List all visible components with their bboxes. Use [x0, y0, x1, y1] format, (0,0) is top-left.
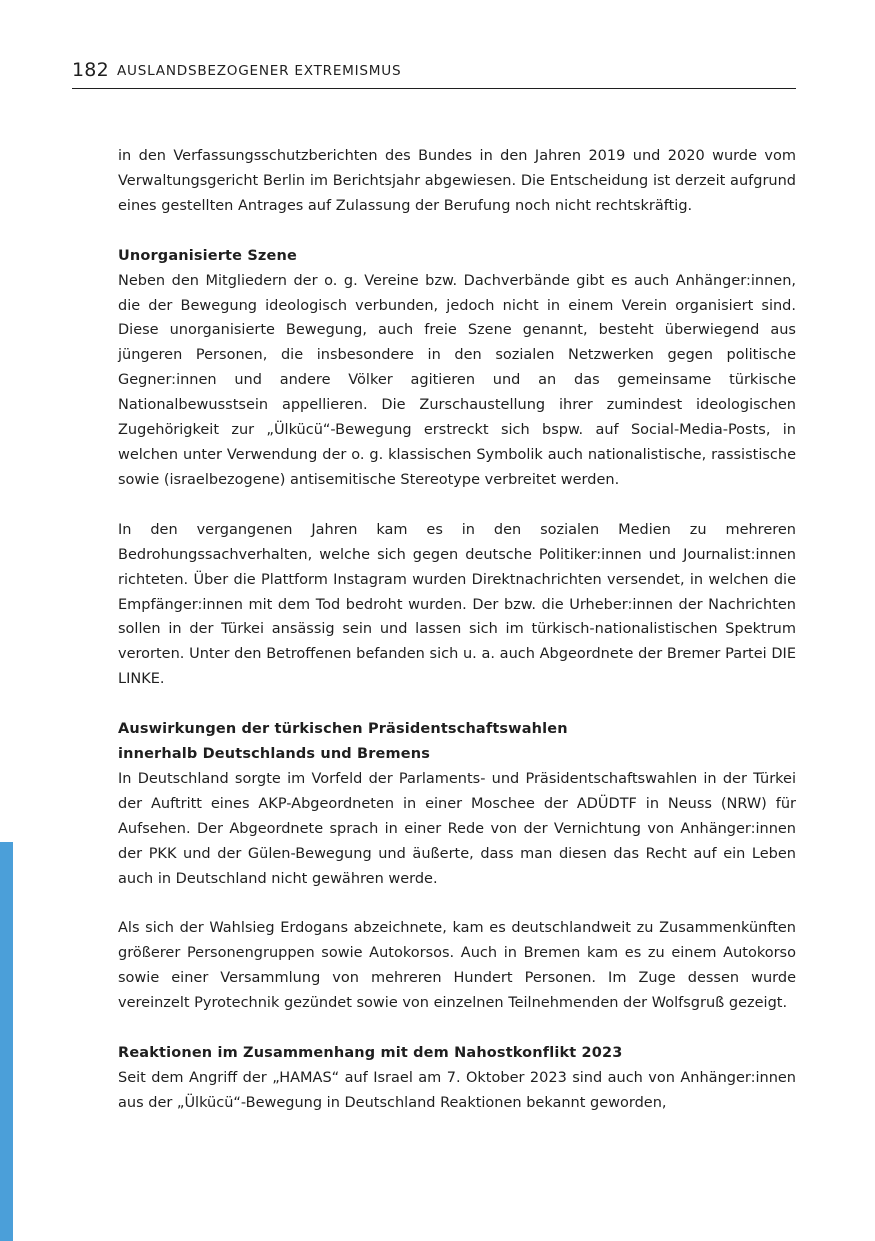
paragraph-middle-east-conflict: Seit dem Angriff der „HAMAS“ auf Israel am 7. Oktober 2023 sind auch von Anhänger:innen aus der „Ülkücü“-Bewegung in Deutschland Reaktionen bekannt geworden, [118, 1070, 796, 1111]
page-number: 182 [72, 59, 109, 81]
paragraph-continuation: in den Verfassungsschutzberichten des Bundes in den Jahren 2019 und 2020 wurde vom Verwaltungsgericht Berlin im Berichtsjahr abgewiesen. Die Entscheidung ist derzeit aufgrund eines gestellten Antrages auf Zulassung der Berufung noch nicht rechtskräftig. [118, 148, 796, 214]
paragraph-threats: In den vergangenen Jahren kam es in den sozialen Medien zu mehreren Bedrohungssachverhalten, welche sich gegen deutsche Politiker:innen und Journalist:innen richteten. Über die Plattform Instagram wurden Direktnachrichten versendet, in welchen die Empfänger:innen mit dem Tod bedroht wurden. Der bzw. die Urheber:innen der Nachrichten sollen in der Türkei ansässig sein und lassen sich im türkisch-nationalistischen Spektrum verorten. Unter den Betroffenen befanden sich u. a. auch Abgeordnete der Bremer Partei DIE LINKE. [118, 521, 796, 688]
heading-election-effects-line2: innerhalb Deutschlands und Bremens [118, 746, 431, 763]
heading-middle-east-conflict: Reaktionen im Zusammenhang mit dem Nahostkonflikt 2023 [118, 1045, 623, 1062]
heading-unorganized-scene: Unorganisierte Szene [118, 247, 297, 264]
paragraph-election-germany: In Deutschland sorgte im Vorfeld der Parlaments- und Präsidentschaftswahlen in der Türkei der Auftritt eines AKP-Abgeordneten in einer Moschee der ADÜDTF in Neuss (NRW) für Aufsehen. Der Abgeordnete sprach in einer Rede von der Vernichtung von Anhänger:innen der PKK und der Gülen-Bewegung und äußerte, dass man diesen das Recht auf ein Leben auch in Deutschland nicht gewähren werde. [118, 770, 796, 887]
heading-election-effects-line1: Auswirkungen der türkischen Präsidentschaftswahlen [118, 721, 568, 738]
chapter-edge-marker [0, 842, 13, 1241]
running-header [72, 58, 796, 89]
paragraph-unorganized-scene: Neben den Mitgliedern der o. g. Vereine bzw. Dachverbände gibt es auch Anhänger:innen, die der Bewegung ideologisch verbunden, jedoch nicht in einem Verein organisiert sind. Diese unorganisierte Bewegung, auch freie Szene genannt, besteht überwiegend aus jüngeren Personen, die insbesondere in den sozialen Netzwerken gegen politische Gegner:innen und andere Völker agitieren und an das gemeinsame türkische Nationalbewusstsein appellieren. Die Zurschaustellung ihrer zumindest ideologischen Zugehörigkeit zur „Ülkücü“-Bewegung erstreckt sich bspw. auf Social-Media-Posts, in welchen unter Verwendung der o. g. klassischen Symbolik auch nationalistische, rassistische sowie (israelbezogene) antisemitische Stereotype verbreitet werden. [118, 272, 796, 488]
chapter-title: AUSLANDSBEZOGENER EXTREMISMUS [117, 63, 402, 79]
body-text [118, 144, 796, 1116]
heading-election-effects [118, 717, 796, 767]
paragraph-election-bremen: Als sich der Wahlsieg Erdogans abzeichnete, kam es deutschlandweit zu Zusammenkünften größerer Personengruppen sowie Autokorsos. Auch in Bremen kam es zu einem Autokorso sowie einer Versammlung von mehreren Hundert Personen. Im Zuge dessen wurde vereinzelt Pyrotechnik gezündet sowie von einzelnen Teilnehmenden der Wolfsgruß gezeigt. [118, 920, 796, 1012]
